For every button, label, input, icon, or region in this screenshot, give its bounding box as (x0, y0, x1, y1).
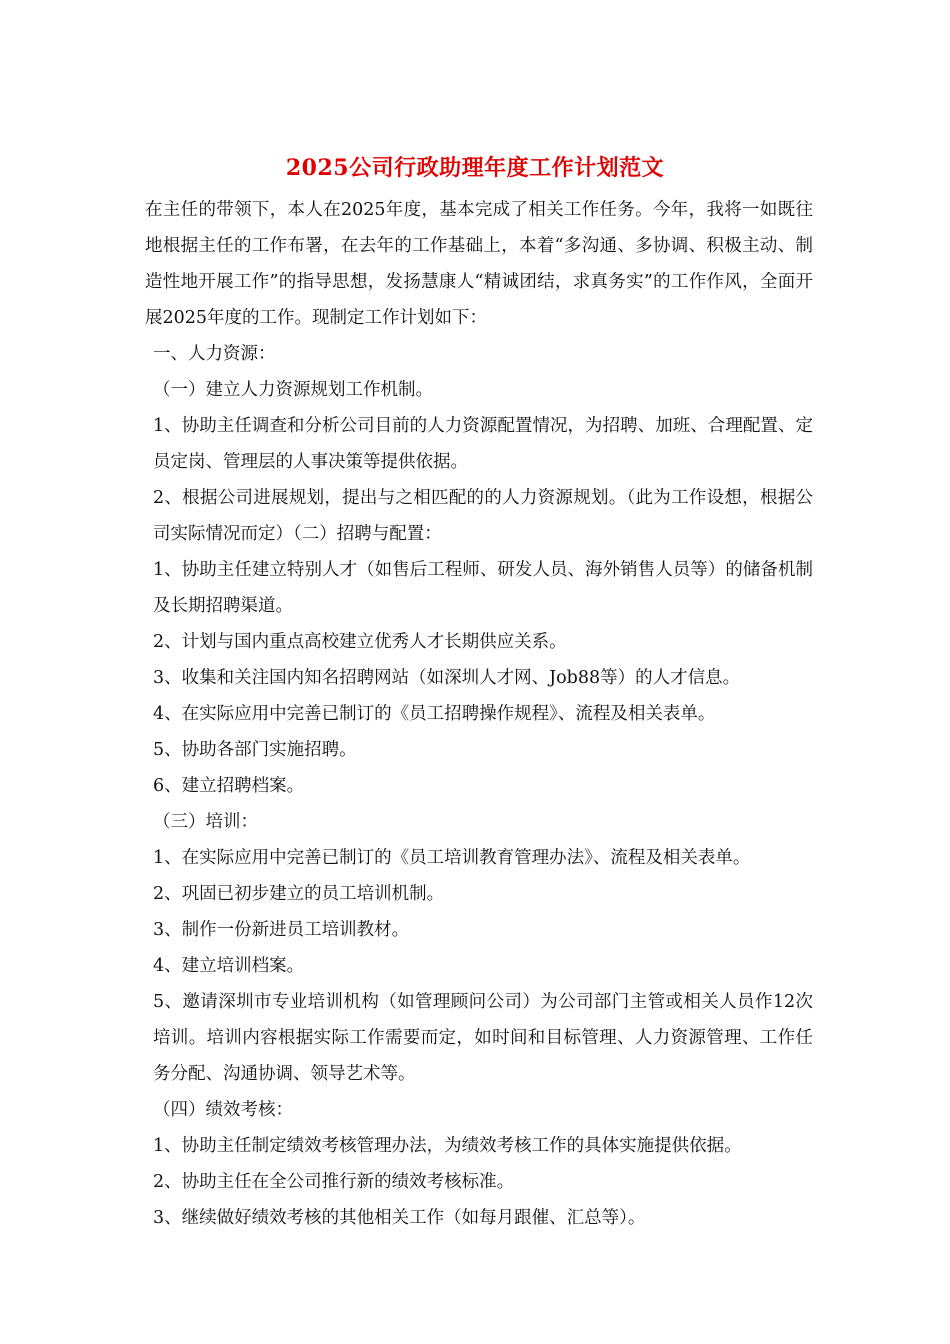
list-item: 3、制作一份新进员工培训教材。 (153, 920, 410, 940)
list-item: 1、协助主任制定绩效考核管理办法，为绩效考核工作的具体实施提供依据。 (153, 1136, 742, 1156)
list-item: 1、在实际应用中完善已制订的《员工培训教育管理办法》、流程及相关表单。 (153, 848, 751, 868)
list-item: 2、巩固已初步建立的员工培训机制。 (153, 884, 445, 904)
list-item: 1、协助主任调查和分析公司目前的人力资源配置情况，为招聘、加班、合理配置、定员定岗、管理层的人事决策等提供依据。 (153, 416, 813, 472)
list-item: 5、邀请深圳市专业培训机构（如管理顾问公司）为公司部门主管或相关人员作12次培训。培训内容根据实际工作需要而定，如时间和目标管理、人力资源管理、工作任务分配、沟通协调、领导艺术等。 (153, 992, 813, 1084)
list-item: 2、计划与国内重点高校建立优秀人才长期供应关系。 (153, 632, 567, 652)
list-item: 4、在实际应用中完善已制订的《员工招聘操作规程》、流程及相关表单。 (153, 704, 716, 724)
document-body (145, 192, 813, 1236)
list-item: 3、继续做好绩效考核的其他相关工作（如每月跟催、汇总等）。 (153, 1208, 646, 1228)
list-item: 3、收集和关注国内知名招聘网站（如深圳人才网、Job88等）的人才信息。 (153, 668, 741, 688)
intro-paragraph: 在主任的带领下，本人在2025年度，基本完成了相关工作任务。今年，我将一如既往地根据主任的工作布署，在去年的工作基础上，本着“多沟通、多协调、积极主动、制造性地开展工作”的指导思想，发扬慧康人“精诚团结，求真务实”的工作作风，全面开展2025年度的工作。现制定工作计划如下： (145, 200, 813, 328)
list-item: 2、根据公司进展规划，提出与之相匹配的的人力资源规划。（此为工作设想，根据公司实际情况而定）（二）招聘与配置： (153, 488, 813, 544)
section-heading-hr: 一、人力资源： (153, 344, 276, 364)
list-item: 1、协助主任建立特别人才（如售后工程师、研发人员、海外销售人员等）的储备机制及长期招聘渠道。 (153, 560, 813, 616)
document-title: 2025公司行政助理年度工作计划范文 (285, 155, 665, 181)
list-item: 5、协助各部门实施招聘。 (153, 740, 357, 760)
list-item: 4、建立培训档案。 (153, 956, 305, 976)
subsection-heading-training: （三）培训： (153, 812, 258, 832)
subsection-heading-planning: （一）建立人力资源规划工作机制。 (153, 380, 433, 400)
list-item: 2、协助主任在全公司推行新的绩效考核标准。 (153, 1172, 515, 1192)
subsection-heading-performance: （四）绩效考核： (153, 1100, 293, 1120)
list-item: 6、建立招聘档案。 (153, 776, 305, 796)
